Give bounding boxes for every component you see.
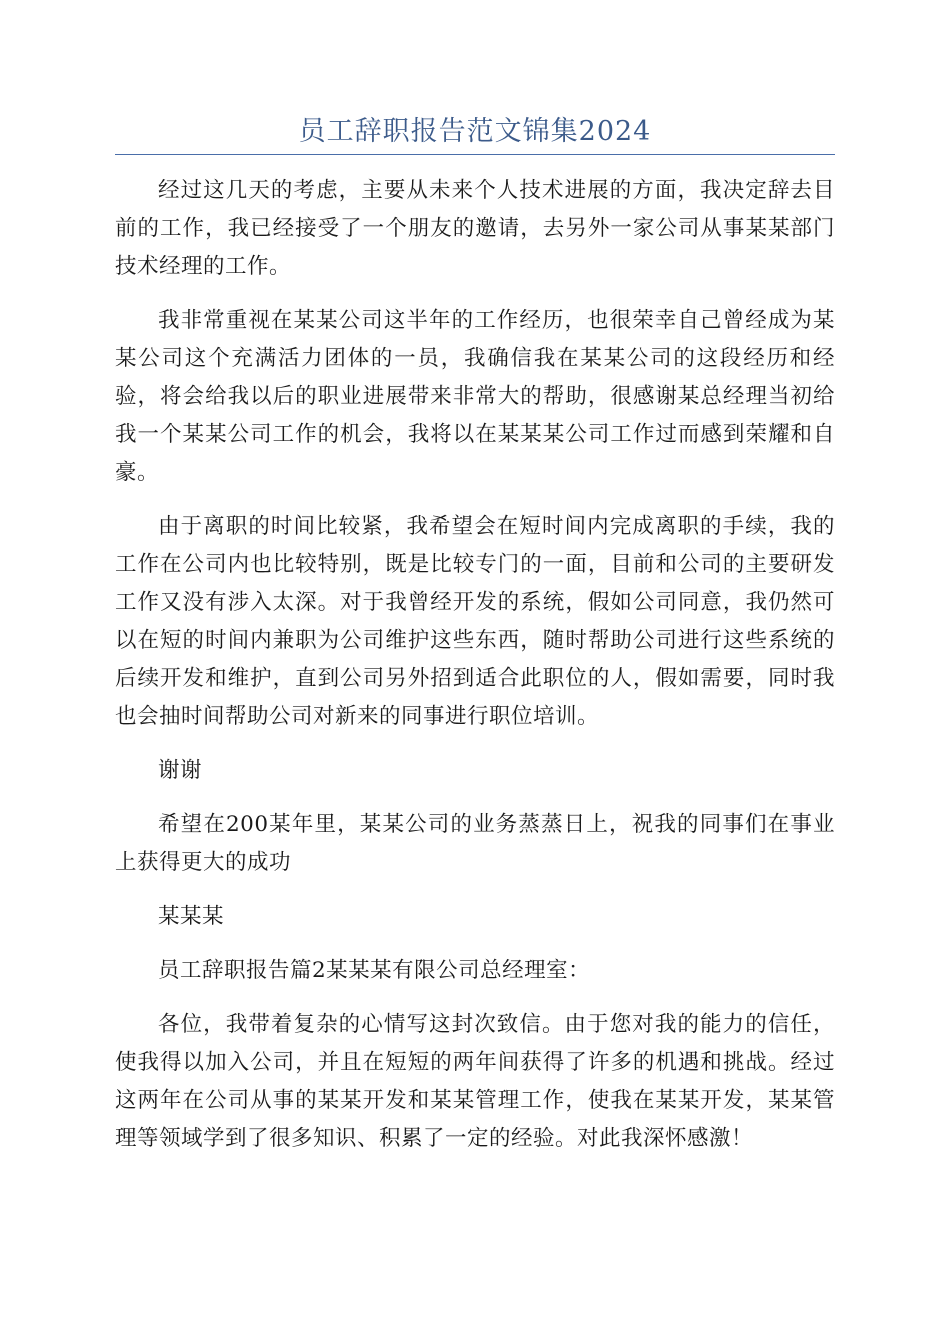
paragraph-signature: 某某某 bbox=[158, 904, 225, 929]
title-underline bbox=[115, 154, 835, 155]
paragraph-section-2-heading: 员工辞职报告篇2某某某有限公司总经理室： bbox=[158, 958, 591, 983]
paragraph-2: 我非常重视在某某公司这半年的工作经历，也很荣幸自己曾经成为某某公司这个充满活力团体的一员，我确信我在某某公司的这段经历和经验，将会给我以后的职业进展带来非常大的帮助，很感谢某总经理当初给我一个某某公司工作的机会，我将以在某某某公司工作过而感到荣耀和自豪。 bbox=[115, 308, 835, 485]
document-title: 员工辞职报告范文锦集2024 bbox=[298, 116, 652, 147]
document-body bbox=[115, 172, 835, 1174]
paragraph-wishes: 希望在200某年里，某某公司的业务蒸蒸日上，祝我的同事们在事业上获得更大的成功 bbox=[115, 812, 835, 875]
paragraph-thanks: 谢谢 bbox=[158, 758, 203, 783]
paragraph-section-2-body: 各位，我带着复杂的心情写这封次致信。由于您对我的能力的信任，使我得以加入公司，并且在短短的两年间获得了许多的机遇和挑战。经过这两年在公司从事的某某开发和某某管理工作，使我在某某开发，某某管理等领域学到了很多知识、积累了一定的经验。对此我深怀感激！ bbox=[115, 1012, 835, 1151]
paragraph-3: 由于离职的时间比较紧，我希望会在短时间内完成离职的手续，我的工作在公司内也比较特别，既是比较专门的一面，目前和公司的主要研发工作又没有涉入太深。对于我曾经开发的系统，假如公司同意，我仍然可以在短的时间内兼职为公司维护这些东西，随时帮助公司进行这些系统的后续开发和维护，直到公司另外招到适合此职位的人，假如需要，同时我也会抽时间帮助公司对新来的同事进行职位培训。 bbox=[115, 514, 835, 729]
paragraph-1: 经过这几天的考虑，主要从未来个人技术进展的方面，我决定辞去目前的工作，我已经接受了一个朋友的邀请，去另外一家公司从事某某部门技术经理的工作。 bbox=[115, 178, 835, 279]
